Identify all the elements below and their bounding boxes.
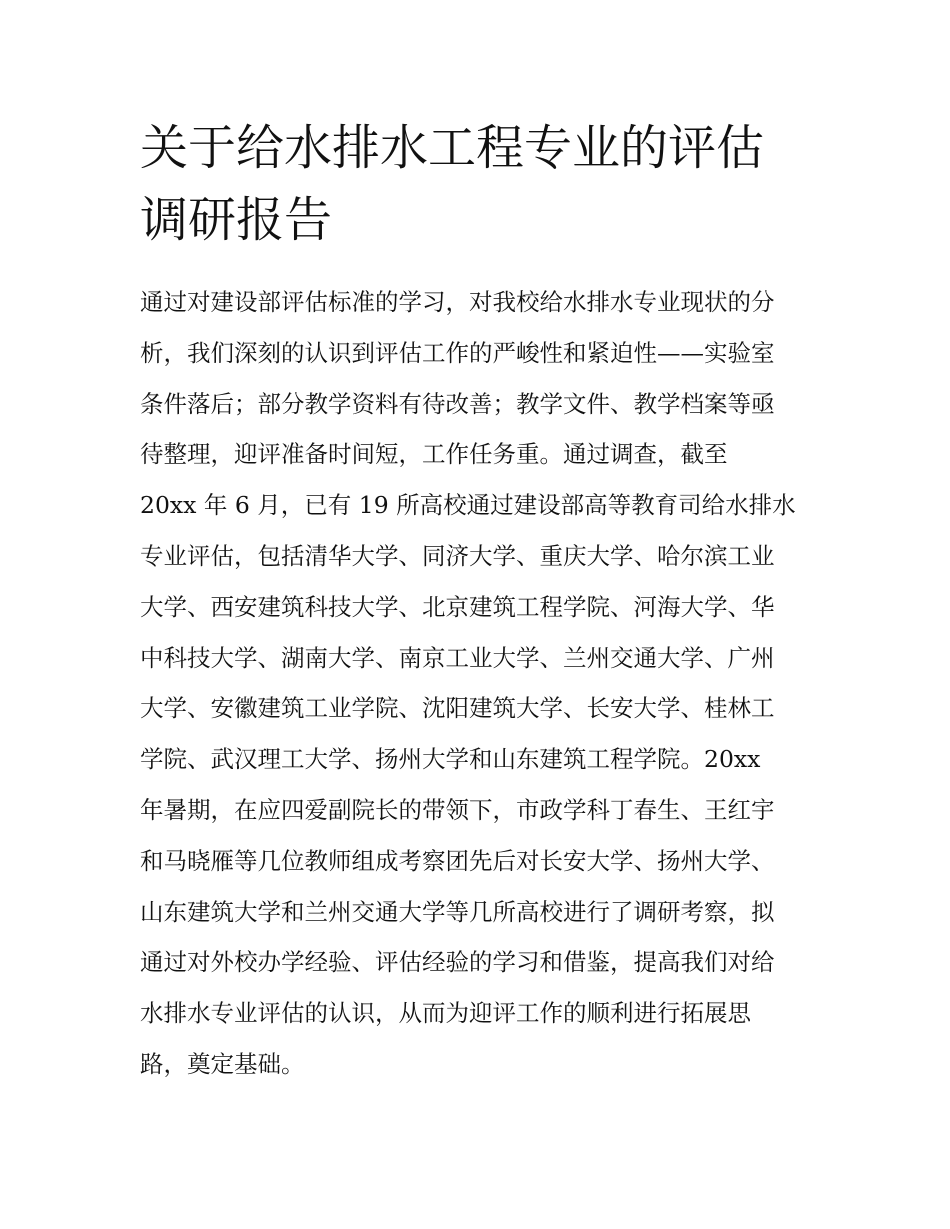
paragraph-line: 通过对建设部评估标准的学习，对我校给水排水专业现状的分 — [140, 288, 775, 316]
paragraph-line: 20xx 年 6 月，已有 19 所高校通过建设部高等教育司给水排水 — [140, 491, 796, 520]
paragraph-line: 学院、武汉理工大学、扬州大学和山东建筑工程学院。20xx — [140, 745, 761, 774]
paragraph-line: 山东建筑大学和兰州交通大学等几所高校进行了调研考察，拟 — [140, 897, 775, 926]
paragraph-line: 专业评估，包括清华大学、同济大学、重庆大学、哈尔滨工业 — [140, 541, 775, 570]
paragraph-line: 水排水专业评估的认识，从而为迎评工作的顺利进行拓展思 — [140, 999, 751, 1028]
paragraph-line: 大学、安徽建筑工业学院、沈阳建筑大学、长安大学、桂林工 — [140, 694, 775, 723]
paragraph-line: 年暑期，在应四爱副院长的带领下，市政学科丁春生、王红宇 — [140, 795, 775, 824]
paragraph-line: 析，我们深刻的认识到评估工作的严峻性和紧迫性——实验室 — [140, 338, 775, 367]
paragraph-line: 大学、西安建筑科技大学、北京建筑工程学院、河海大学、华 — [140, 592, 775, 621]
paragraph-line: 通过对外校办学经验、评估经验的学习和借鉴，提高我们对给 — [140, 948, 775, 977]
paragraph-line: 中科技大学、湖南大学、南京工业大学、兰州交通大学、广州 — [140, 643, 775, 672]
document-title — [140, 112, 820, 256]
title-line: 关于给水排水工程专业的评估 — [140, 120, 765, 176]
paragraph-line: 待整理，迎评准备时间短，工作任务重。通过调查，截至 — [140, 440, 728, 469]
title-line: 调研报告 — [140, 192, 333, 248]
paragraph-line: 路，奠定基础。 — [140, 1049, 305, 1078]
body-paragraph — [140, 277, 820, 1090]
paragraph-line: 和马晓雁等几位教师组成考察团先后对长安大学、扬州大学、 — [140, 846, 775, 875]
paragraph-line: 条件落后；部分教学资料有待改善；教学文件、教学档案等亟 — [140, 389, 775, 418]
